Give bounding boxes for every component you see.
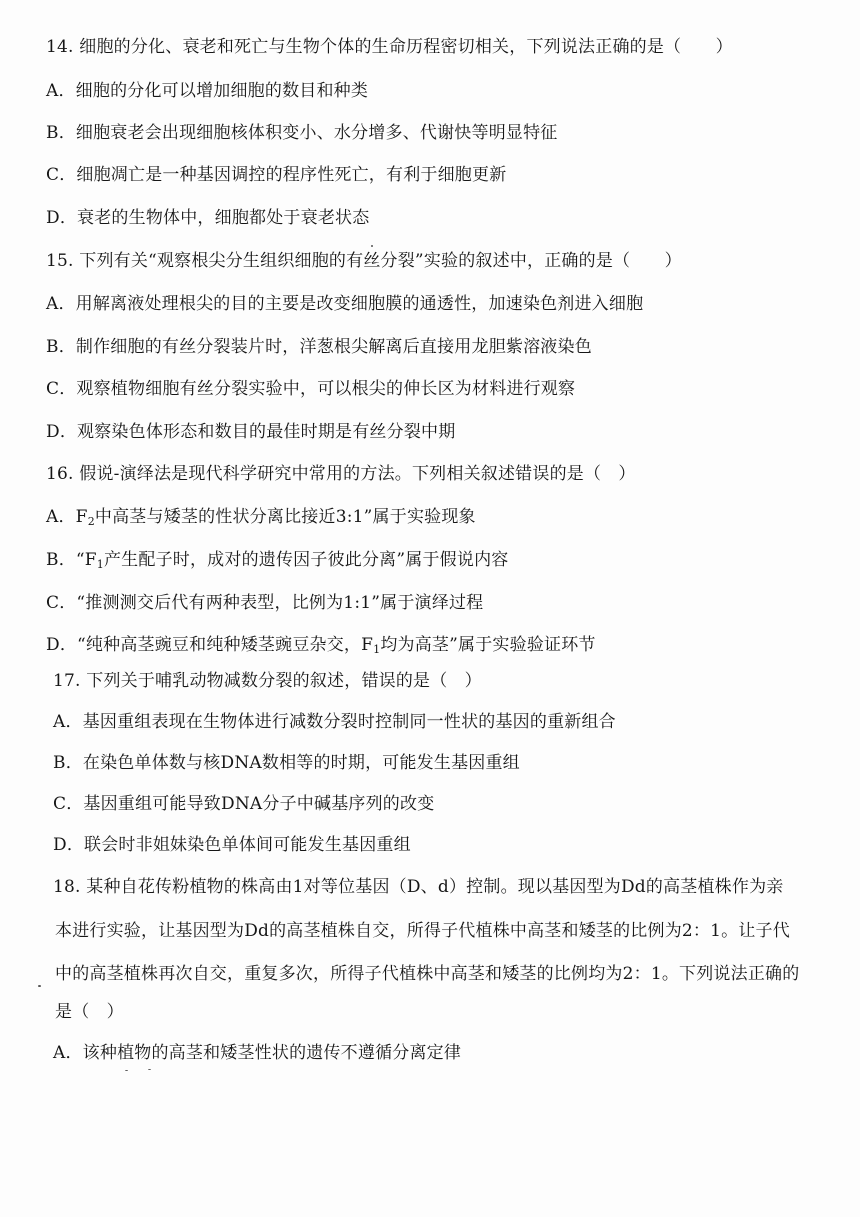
question-14-option-d: D．衰老的生物体中，细胞都处于衰老状态 [46,208,370,228]
question-17-option-d: D．联会时非姐妹染色单体间可能发生基因重组 [53,835,411,855]
question-18-stem-line-3: 中的高茎植株再次自交，重复多次，所得子代植株中高茎和矮茎的比例均为2：1。下列说法正确的 [55,964,800,984]
scan-speck [148,1069,151,1070]
question-16-option-b: B．“$F_1$产生配子时，成对的遗传因子彼此分离”属于假说内容 [46,550,509,571]
question-17-option-c: C．基因重组可能导致DNA分子中碱基序列的改变 [53,794,435,814]
question-17-option-b: B．在染色单体数与核DNA数相等的时期，可能发生基因重组 [53,753,520,773]
question-18-stem-line-1: 18. 某种自花传粉植物的株高由1对等位基因（D、d）控制。现以基因型为Dd的高茎植株作为亲 [53,877,784,897]
question-14-option-a: A．细胞的分化可以增加细胞的数目和种类 [46,81,369,101]
question-14-stem: 14. 细胞的分化、衰老和死亡与生物个体的生命历程密切相关，下列说法正确的是（ ） [46,37,733,57]
question-16-stem: 16. 假说-演绎法是现代科学研究中常用的方法。下列相关叙述错误的是（ ） [46,464,636,484]
scan-speck [371,245,373,247]
question-14-option-c: C．细胞凋亡是一种基因调控的程序性死亡，有利于细胞更新 [46,165,507,185]
question-18-stem-line-4: 是（ ） [55,1002,124,1022]
question-15-option-d: D．观察染色体形态和数目的最佳时期是有丝分裂中期 [46,422,456,442]
question-16-option-d: D．“纯种高茎豌豆和纯种矮茎豌豆杂交，$F_1$均为高茎”属于实验验证环节 [46,635,596,656]
question-15-option-b: B．制作细胞的有丝分裂装片时，洋葱根尖解离后直接用龙胆紫溶液染色 [46,337,592,357]
question-18-option-a: A．该种植物的高茎和矮茎性状的遗传不遵循分离定律 [53,1043,462,1063]
question-18-stem-line-2: 本进行实验，让基因型为Dd的高茎植株自交，所得子代植株中高茎和矮茎的比例为2：1。让子代 [55,921,790,941]
question-16-option-a: A．$F_2$中高茎与矮茎的性状分离比接近3:1”属于实验现象 [46,507,476,528]
question-15-option-c: C．观察植物细胞有丝分裂实验中，可以根尖的伸长区为材料进行观察 [46,379,576,399]
scan-speck [38,985,41,987]
scan-speck [125,1070,128,1071]
question-14-option-b: B．细胞衰老会出现细胞核体积变小、水分增多、代谢快等明显特征 [46,123,558,143]
question-15-stem: 15. 下列有关“观察根尖分生组织细胞的有丝分裂”实验的叙述中，正确的是（ ） [46,251,682,271]
question-15-option-a: A．用解离液处理根尖的目的主要是改变细胞膜的通透性，加速染色剂进入细胞 [46,294,644,314]
question-16-option-c: C．“推测测交后代有两种表型，比例为1:1”属于演绎过程 [46,593,484,613]
question-17-stem: 17. 下列关于哺乳动物减数分裂的叙述，错误的是（ ） [53,671,482,691]
question-17-option-a: A．基因重组表现在生物体进行减数分裂时控制同一性状的基因的重新组合 [53,712,616,732]
